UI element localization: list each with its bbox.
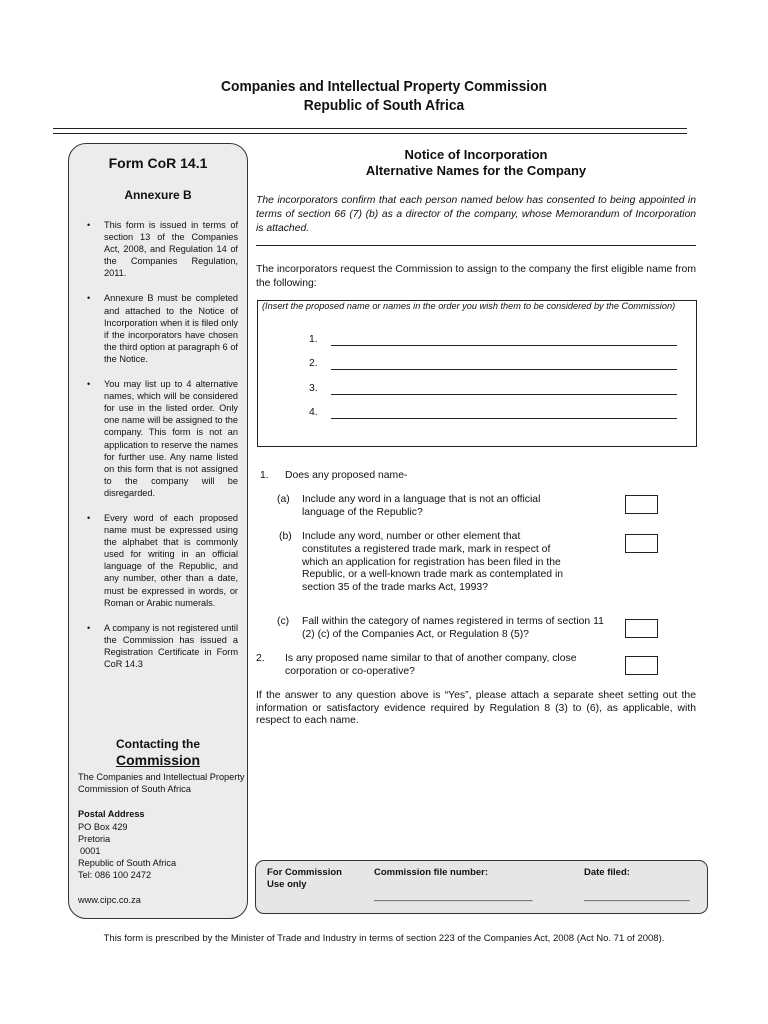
commission-use-label: For Commission <box>267 867 342 878</box>
question-c-checkbox[interactable] <box>625 619 658 638</box>
consent-statement: The incorporators confirm that each person named below has consented to being appointed in terms of section 66 (7) (b) as a director of the company, whose Memorandum of Incorporation is attached. <box>256 195 696 234</box>
contact-org: The Companies and Intellectual Property Commission of South Africa <box>78 772 245 794</box>
postal-line: Pretoria <box>78 834 111 844</box>
proposed-names-box <box>257 300 697 447</box>
question-a-text: Include any word in a language that is not an official language of the Republic? <box>302 494 541 518</box>
header-country: Republic of South Africa <box>303 97 465 114</box>
proposed-name-2-field[interactable] <box>331 369 677 370</box>
question-2-text: Is any proposed name similar to that of another company, close corporation or co-operative? <box>285 653 577 677</box>
website-link[interactable]: www.cipc.co.za <box>78 895 141 905</box>
question-c-label: (c) <box>277 616 290 627</box>
postal-address-label: Postal Address <box>78 809 145 819</box>
footer-note: This form is prescribed by the Minister of Trade and Industry in terms of section 223 of the Companies Act, 2008 (Act No. 71 of 2008). <box>103 933 665 944</box>
answer-instruction: If the answer to any question above is “Yes”, please attach a separate sheet setting out the information or satisfactory evidence required by Regulation 8 (3) to (6), as applicable, with respect to each name. <box>256 690 696 726</box>
question-1-number: 1. <box>260 470 269 481</box>
proposed-name-row: 1. <box>309 334 689 348</box>
postal-line: PO Box 429 <box>78 822 128 832</box>
contact-heading: Contacting the <box>116 737 200 751</box>
question-b-label: (b) <box>279 531 292 542</box>
question-2-number: 2. <box>256 653 265 664</box>
proposed-name-3-field[interactable] <box>331 394 677 395</box>
proposed-name-1-field[interactable] <box>331 345 677 346</box>
annexure-title: Annexure B <box>124 188 192 202</box>
form-title: Form CoR 14.1 <box>108 155 208 171</box>
question-a-checkbox[interactable] <box>625 495 658 514</box>
telephone: Tel: 086 100 2472 <box>78 870 152 880</box>
header-divider-top <box>53 128 687 129</box>
proposed-name-row: 2. <box>309 358 689 372</box>
file-number-label: Commission file number: <box>374 867 489 878</box>
question-1-text: Does any proposed name- <box>285 470 408 481</box>
instruction-item: • This form is issued in terms of section 13 of the Companies Act, 2008, and Regulation 14 of the Companies Regulation, 2011. <box>87 220 238 279</box>
proposed-name-4-field[interactable] <box>331 418 677 419</box>
instruction-item: • Annexure B must be completed and attached to the Notice of Incorporation when it is filed only if the incorporators have chosen the third option at paragraph 6 of the Notice. <box>87 293 238 364</box>
date-filed-field[interactable]: ____________________ <box>584 891 690 902</box>
question-2-checkbox[interactable] <box>625 656 658 675</box>
bullet-icon: • <box>87 220 91 230</box>
postal-line: Republic of South Africa <box>78 858 177 868</box>
contact-heading-commission: Commission <box>115 752 200 768</box>
header-commission-name: Companies and Intellectual Property Commission <box>221 78 547 95</box>
request-statement: The incorporators request the Commission to assign to the company the first eligible name from the following: <box>256 264 696 289</box>
question-c-text: Fall within the category of names registered in terms of section 11 (2) (c) of the Companies Act, or Regulation 8 (5)? <box>302 616 604 640</box>
date-filed-label: Date filed: <box>584 867 630 878</box>
consent-divider <box>256 245 696 246</box>
question-a-label: (a) <box>277 494 290 505</box>
instruction-item: • A company is not registered until the Commission has issued a Registration Certificate in Form CoR 14.3 <box>87 622 238 669</box>
file-number-field[interactable]: ______________________________ <box>374 891 533 902</box>
bullet-icon: • <box>87 379 91 390</box>
proposed-names-instruction: (Insert the proposed name or names in the order you wish them to be considered by the Commission) <box>262 301 676 311</box>
notice-subtitle: Alternative Names for the Company <box>365 163 587 178</box>
postal-line: 0001 <box>80 846 101 856</box>
instruction-item: • Every word of each proposed name must be expressed using the alphabet that is commonly used for writing in an official language of the Republic, and any number, other than a date, must be expressed in words, or Roman or Arabic numerals. <box>87 512 238 608</box>
bullet-icon: • <box>87 512 91 523</box>
proposed-name-row: 4. <box>309 407 689 421</box>
notice-title: Notice of Incorporation <box>404 147 548 162</box>
sidebar-instructions <box>78 219 238 683</box>
bullet-icon: • <box>87 293 91 304</box>
instruction-item: • You may list up to 4 alternative names, which will be considered for use in the listed order. Only one name will be assigned to the company. This form is not an application to reserve the names for further use. Any name listed on this form that is not assigned to the company will be disregarded. <box>87 379 238 498</box>
question-b-checkbox[interactable] <box>625 534 658 553</box>
header-divider-bottom <box>53 133 687 134</box>
commission-use-label-2: Use only <box>267 879 307 890</box>
proposed-name-row: 3. <box>309 383 689 397</box>
bullet-icon: • <box>87 622 91 633</box>
question-b-text: Include any word, number or other element that constitutes a registered trade mark, mark in respect of which an application for registration has been filed in the Republic, or a well-known trade mark as contemplated in section 35 of the trade marks Act, 1993? <box>302 531 564 594</box>
